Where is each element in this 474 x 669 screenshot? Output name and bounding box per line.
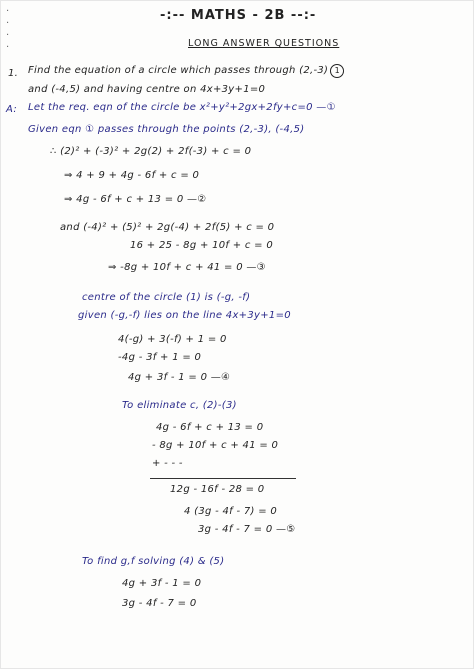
answer-line: and (-4)² + (5)² + 2g(-4) + 2f(5) + c = 0 [60,222,275,233]
answer-line: 3g - 4f - 7 = 0 [122,598,197,609]
answer-line: -4g - 3f + 1 = 0 [118,352,202,363]
answer-line: Let the req. eqn of the circle be x²+y²+2gx+2fy+c=0 —① [28,102,336,113]
answer-line: 3g - 4f - 7 = 0 —⑤ [198,524,296,535]
section-heading: LONG ANSWER QUESTIONS [188,38,340,49]
question-line-1-text: Find the equation of a circle which passes through (2,-3) [28,65,329,76]
answer-label: A: [6,104,17,115]
answer-line: To find g,f solving (4) & (5) [82,556,225,567]
answer-line: Given eqn ① passes through the points (2,-3), (-4,5) [28,124,305,135]
answer-line: ⇒ 4 + 9 + 4g - 6f + c = 0 [64,170,200,181]
answer-line: given (-g,-f) lies on the line 4x+3y+1=0 [78,310,291,321]
page-title: -:-- MATHS - 2B --:- [160,8,317,23]
answer-line: 4(-g) + 3(-f) + 1 = 0 [118,334,227,345]
answer-line: + - - - [152,458,183,469]
page-edge-marks: · · · · [6,6,10,53]
subtraction-rule [150,478,296,479]
answer-line: ∴ (2)² + (-3)² + 2g(2) + 2f(-3) + c = 0 [50,146,252,157]
answer-line: - 8g + 10f + c + 41 = 0 [152,440,279,451]
answer-line: ⇒ -8g + 10f + c + 41 = 0 —③ [108,262,266,273]
answer-line: centre of the circle (1) is (-g, -f) [82,292,251,303]
answer-line: To eliminate c, (2)-(3) [122,400,237,411]
answer-line: ⇒ 4g - 6f + c + 13 = 0 —② [64,194,207,205]
question-line-2: and (-4,5) and having centre on 4x+3y+1=0 [28,84,266,95]
answer-line: 4g + 3f - 1 = 0 [122,578,202,589]
question-line-1 [28,64,344,78]
question-number: 1. [8,68,19,79]
answer-line: 4 (3g - 4f - 7) = 0 [184,506,278,517]
answer-line: 4g - 6f + c + 13 = 0 [156,422,264,433]
answer-line: 4g + 3f - 1 = 0 —④ [128,372,231,383]
answer-line: 16 + 25 - 8g + 10f + c = 0 [130,240,273,251]
question-marker: 1 [330,64,344,78]
answer-line: 12g - 16f - 28 = 0 [170,484,265,495]
